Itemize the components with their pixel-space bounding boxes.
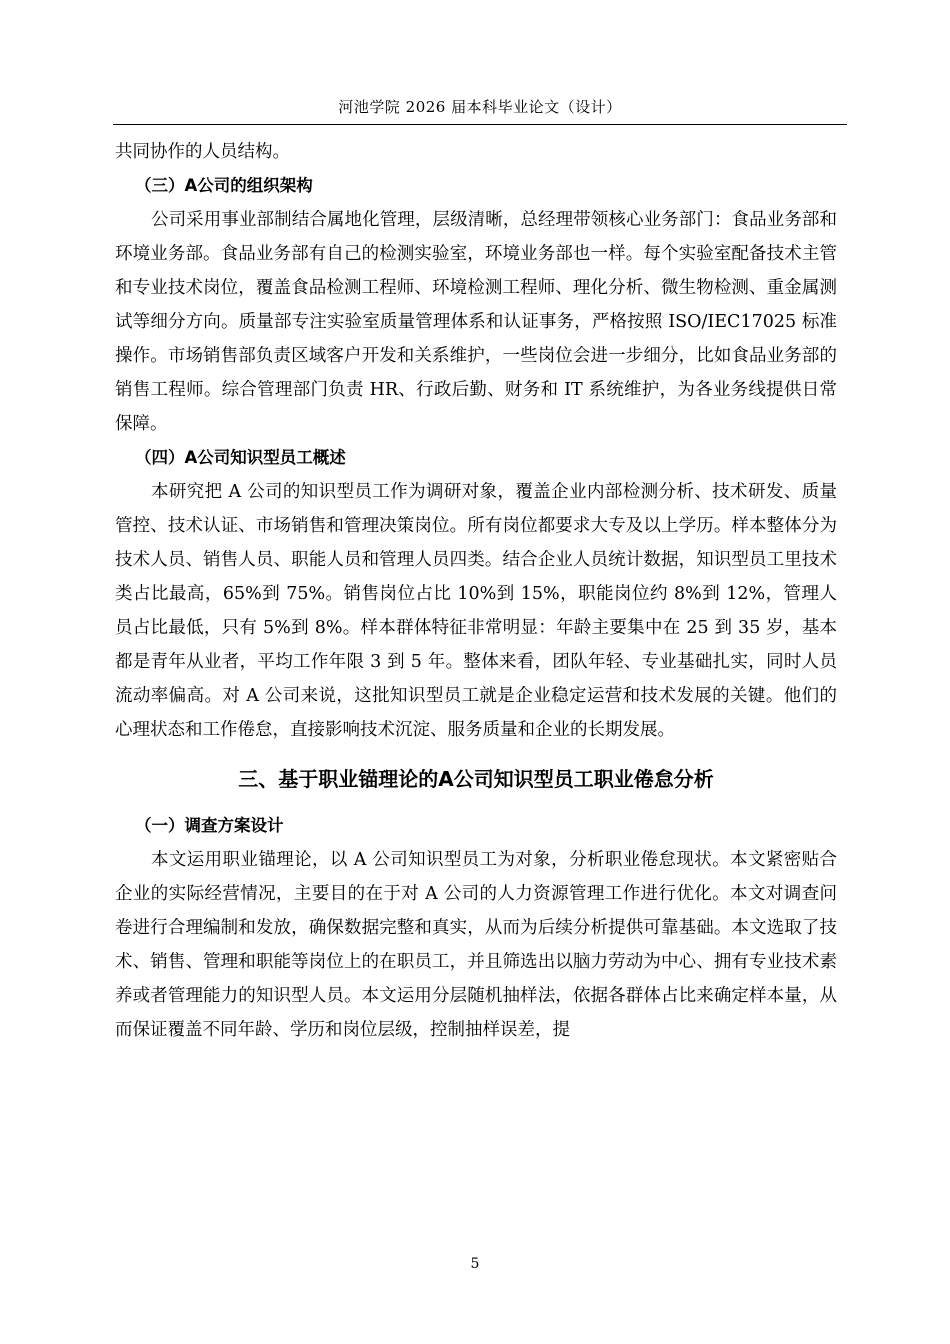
paragraph-org-structure: 公司采用事业部制结合属地化管理，层级清晰，总经理带领核心业务部门：食品业务部和环境业务部。食品业务部有自己的检测实验室，环境业务部也一样。每个实验室配备技术主管和专业技术岗位，覆盖食品检测工程师、环境检测工程师、理化分析、微生物检测、重金属测试等细分方向。质量部专注实验室质量管理体系和认证事务，严格按照 ISO/IEC17025 标准操作。市场销售部负责区域客户开发和关系维护，一些岗位会进一步细分，比如食品业务部的销售工程师。综合管理部门负责 HR、行政后勤、财务和 IT 系统维护，为各业务线提供日常保障。 xyxy=(115,210,837,434)
header-rule xyxy=(113,124,847,125)
page-body xyxy=(115,135,837,1047)
section-heading-1: （一）调查方案设计 xyxy=(135,816,284,835)
paragraph-continuation: 共同协作的人员结构。 xyxy=(115,142,290,162)
chapter-heading: 三、基于职业锚理论的A公司知识型员工职业倦怠分析 xyxy=(238,767,714,791)
section-heading-4: （四）A公司知识型员工概述 xyxy=(135,448,346,467)
section-heading-3: （三）A公司的组织架构 xyxy=(135,176,313,195)
page-number: 5 xyxy=(470,1256,480,1272)
paragraph-knowledge-workers: 本研究把 A 公司的知识型员工作为调研对象，覆盖企业内部检测分析、技术研发、质量管控、技术认证、市场销售和管理决策岗位。所有岗位都要求大专及以上学历。样本整体分为技术人员、销售人员、职能人员和管理人员四类。结合企业人员统计数据，知识型员工里技术类占比最高，65%到 75%。销售岗位占比 10%到 15%，职能岗位约 8%到 12%，管理人员占比最低，只有 5%到 8%。样本群体特征非常明显：年龄主要集中在 25 到 35 岁，基本都是青年从业者，平均工作年限 3 到 5 年。整体来看，团队年轻、专业基础扎实，同时人员流动率偏高。对 A 公司来说，这批知识型员工就是企业稳定运营和技术发展的关键。他们的心理状态和工作倦怠，直接影响技术沉淀、服务质量和企业的长期发展。 xyxy=(115,482,837,740)
running-header: 河池学院 2026 届本科毕业论文（设计） xyxy=(338,98,622,116)
paragraph-survey-design: 本文运用职业锚理论，以 A 公司知识型员工为对象，分析职业倦怠现状。本文紧密贴合企业的实际经营情况，主要目的在于对 A 公司的人力资源管理工作进行优化。本文对调查问卷进行合理编制和发放，确保数据完整和真实，从而为后续分析提供可靠基础。本文选取了技术、销售、管理和职能等岗位上的在职员工，并且筛选出以脑力劳动为中心、拥有专业技术素养或者管理能力的知识型人员。本文运用分层随机抽样法，依据各群体占比来确定样本量，从而保证覆盖不同年龄、学历和岗位层级，控制抽样误差，提 xyxy=(115,850,837,1040)
